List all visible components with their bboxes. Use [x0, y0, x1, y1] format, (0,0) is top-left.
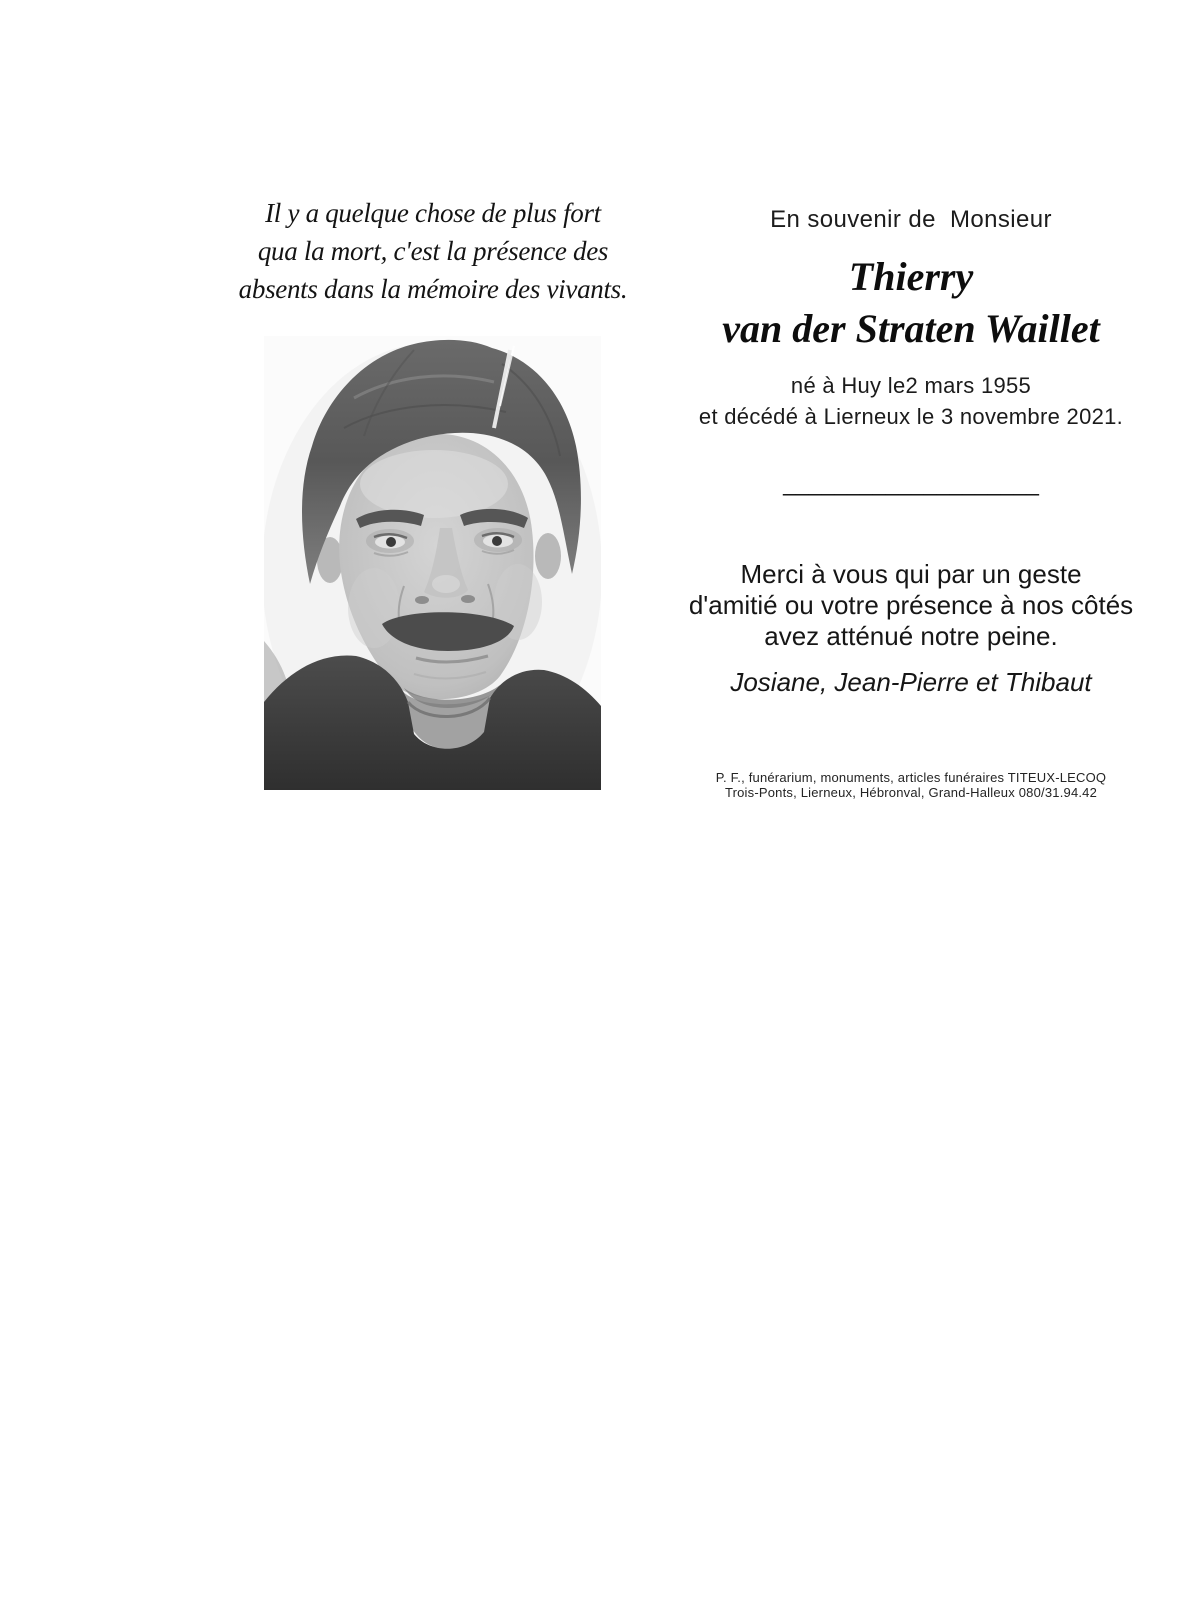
death-line: et décédé à Lierneux le 3 novembre 2021.: [698, 404, 1124, 429]
memorial-quote: [213, 194, 653, 308]
quote-line: qua la mort, c'est la présence des: [257, 236, 609, 266]
quote-line: absents dans la mémoire des vivants.: [238, 274, 628, 304]
funeral-home-line: P. F., funérarium, monuments, articles funéraires TITEUX-LECOQ: [715, 770, 1107, 785]
quote-line: Il y a quelque chose de plus fort: [265, 198, 601, 228]
intro-line: En souvenir de Monsieur: [770, 206, 1052, 233]
funeral-home-info: [676, 770, 1146, 800]
portrait-photo: [264, 336, 601, 790]
thanks-message: [676, 559, 1146, 652]
funeral-home-line: Trois-Ponts, Lierneux, Hébronval, Grand-Halleux 080/31.94.42: [724, 785, 1098, 800]
separator-rule: ____________________: [783, 470, 1039, 496]
portrait-photo-illustration: [264, 336, 601, 790]
deceased-name: [676, 251, 1146, 355]
deceased-first-name: Thierry: [848, 254, 974, 299]
birth-death-dates: [676, 370, 1146, 432]
family-signature: Josiane, Jean-Pierre et Thibaut: [730, 667, 1092, 697]
thanks-line: Merci à vous qui par un geste: [740, 559, 1082, 589]
thanks-line: d'amitié ou votre présence à nos côtés: [688, 590, 1134, 620]
deceased-last-name: van der Straten Waillet: [722, 306, 1100, 351]
birth-line: né à Huy le2 mars 1955: [790, 373, 1032, 398]
thanks-line: avez atténué notre peine.: [764, 621, 1058, 651]
